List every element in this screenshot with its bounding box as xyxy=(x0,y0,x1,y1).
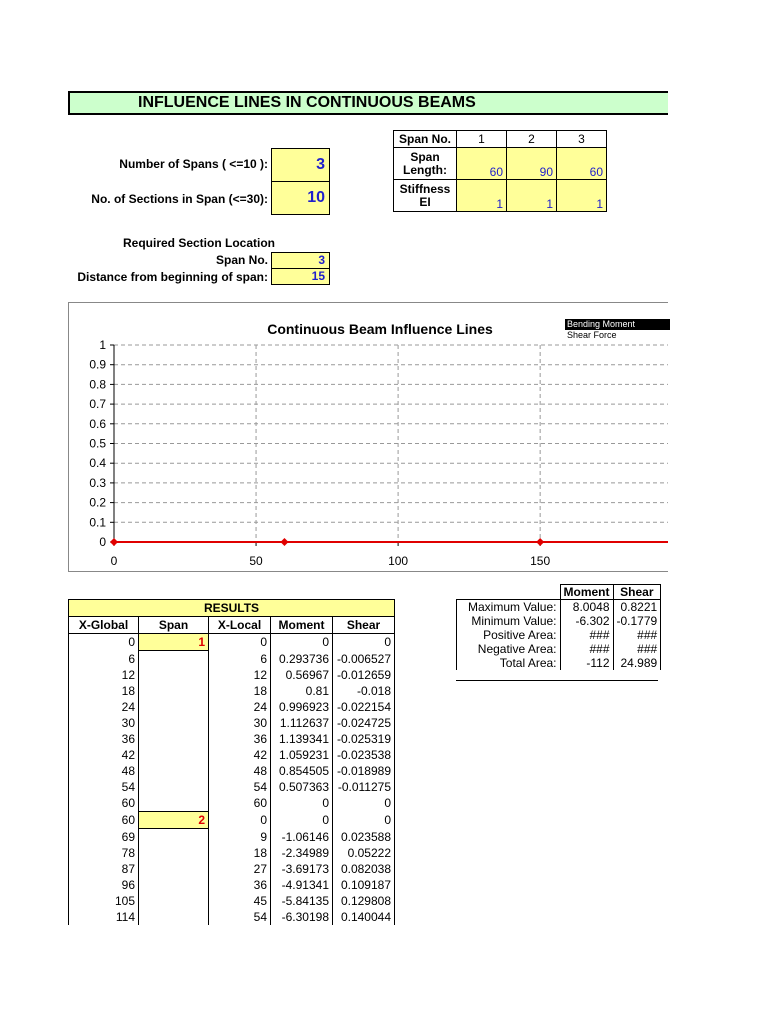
y-tick-label: 0.9 xyxy=(89,357,106,372)
x-global-cell: 42 xyxy=(69,747,139,763)
x-tick-label: 50 xyxy=(249,554,263,568)
stats-header-shear: Shear xyxy=(613,585,661,600)
span-cell xyxy=(139,779,209,795)
num-spans-input[interactable]: 3 xyxy=(271,148,330,182)
moment-cell: 0.56967 xyxy=(271,667,333,683)
table-row xyxy=(69,861,395,877)
y-tick-label: 0.3 xyxy=(89,475,106,490)
num-sections-label: No. of Sections in Span (<=30): xyxy=(91,192,268,206)
span-length-1[interactable]: 60 xyxy=(457,148,507,180)
x-global-cell: 87 xyxy=(69,861,139,877)
span-cell xyxy=(139,861,209,877)
moment-cell: 1.059231 xyxy=(271,747,333,763)
table-row xyxy=(69,779,395,795)
num-spans-label: Number of Spans ( <=10 ): xyxy=(119,157,268,171)
table-row xyxy=(69,667,395,683)
data-point xyxy=(110,538,118,546)
x-global-cell: 114 xyxy=(69,909,139,925)
x-global-cell: 24 xyxy=(69,699,139,715)
header-x-global: X-Global xyxy=(69,617,139,634)
x-local-cell: 48 xyxy=(209,763,271,779)
stats-moment: ### xyxy=(560,642,613,656)
span-cell xyxy=(139,699,209,715)
span-cell xyxy=(139,651,209,668)
x-local-cell: 6 xyxy=(209,651,271,668)
results-table xyxy=(68,599,395,925)
x-global-cell: 78 xyxy=(69,845,139,861)
moment-cell: -2.34989 xyxy=(271,845,333,861)
shear-cell: -0.011275 xyxy=(333,779,395,795)
moment-cell: 0.996923 xyxy=(271,699,333,715)
shear-cell: 0 xyxy=(333,812,395,829)
shear-cell: -0.012659 xyxy=(333,667,395,683)
page-title: INFLUENCE LINES IN CONTINUOUS BEAMS xyxy=(138,94,476,111)
data-point xyxy=(536,538,544,546)
stats-label: Minimum Value: xyxy=(457,614,561,628)
span-no-label: Span No. xyxy=(394,131,457,148)
span-cell xyxy=(139,893,209,909)
x-local-cell: 27 xyxy=(209,861,271,877)
distance-label: Distance from beginning of span: xyxy=(77,270,268,284)
x-global-cell: 12 xyxy=(69,667,139,683)
legend-bending-moment[interactable]: Bending Moment xyxy=(565,319,670,330)
x-local-cell: 54 xyxy=(209,909,271,925)
y-tick-label: 0 xyxy=(99,535,106,549)
table-row xyxy=(69,763,395,779)
table-row xyxy=(69,909,395,925)
data-point xyxy=(280,538,288,546)
results-title: RESULTS xyxy=(69,600,395,617)
table-row xyxy=(69,845,395,861)
stats-shear: ### xyxy=(613,642,661,656)
table-row xyxy=(69,731,395,747)
shear-cell: 0.082038 xyxy=(333,861,395,877)
table-row xyxy=(69,715,395,731)
span-cell xyxy=(139,763,209,779)
y-tick-label: 0.2 xyxy=(89,495,106,510)
shear-cell: 0.109187 xyxy=(333,877,395,893)
x-local-cell: 0 xyxy=(209,634,271,651)
shear-cell: -0.022154 xyxy=(333,699,395,715)
span-cell xyxy=(139,845,209,861)
header-x-local: X-Local xyxy=(209,617,271,634)
y-tick-label: 0.5 xyxy=(89,436,106,451)
stats-label: Positive Area: xyxy=(457,628,561,642)
span-length-3[interactable]: 60 xyxy=(557,148,607,180)
shear-cell: -0.025319 xyxy=(333,731,395,747)
x-local-cell: 24 xyxy=(209,699,271,715)
stats-shear: 24.989 xyxy=(613,656,661,670)
x-local-cell: 18 xyxy=(209,683,271,699)
shear-cell: 0.05222 xyxy=(333,845,395,861)
shear-cell: -0.018989 xyxy=(333,763,395,779)
span-cell: 2 xyxy=(139,812,209,829)
x-global-cell: 0 xyxy=(69,634,139,651)
stats-shear: 0.8221 xyxy=(613,600,661,615)
distance-input[interactable]: 15 xyxy=(271,268,330,285)
moment-cell: 0 xyxy=(271,812,333,829)
x-local-cell: 42 xyxy=(209,747,271,763)
stats-label: Total Area: xyxy=(457,656,561,670)
span-cell: 1 xyxy=(139,634,209,651)
x-global-cell: 6 xyxy=(69,651,139,668)
x-local-cell: 18 xyxy=(209,845,271,861)
y-tick-label: 0.1 xyxy=(89,515,106,530)
span-table xyxy=(393,130,607,212)
table-row xyxy=(69,812,395,829)
y-tick-label: 0.4 xyxy=(89,456,106,471)
moment-cell: 0.81 xyxy=(271,683,333,699)
shear-cell: 0.140044 xyxy=(333,909,395,925)
y-tick-label: 1 xyxy=(99,338,106,352)
stats-row xyxy=(457,656,661,670)
table-row xyxy=(69,795,395,812)
x-local-cell: 54 xyxy=(209,779,271,795)
table-row xyxy=(69,651,395,668)
table-row xyxy=(69,699,395,715)
span-cell xyxy=(139,877,209,893)
x-global-cell: 69 xyxy=(69,829,139,846)
shear-cell: 0.129808 xyxy=(333,893,395,909)
stats-header-moment: Moment xyxy=(560,585,613,600)
span-number-1: 1 xyxy=(457,131,507,148)
table-row xyxy=(69,829,395,846)
span-cell xyxy=(139,909,209,925)
span-length-2[interactable]: 90 xyxy=(507,148,557,180)
x-global-cell: 36 xyxy=(69,731,139,747)
span-length-label: Span Length: xyxy=(394,148,457,180)
shear-cell: -0.024725 xyxy=(333,715,395,731)
x-tick-label: 150 xyxy=(530,554,551,568)
x-local-cell: 36 xyxy=(209,877,271,893)
x-local-cell: 12 xyxy=(209,667,271,683)
moment-cell: 1.112637 xyxy=(271,715,333,731)
stats-moment: ### xyxy=(560,628,613,642)
stats-table xyxy=(456,584,661,670)
stats-bottom-border xyxy=(456,680,658,681)
moment-cell: 0.854505 xyxy=(271,763,333,779)
span-cell xyxy=(139,747,209,763)
header-shear: Shear xyxy=(333,617,395,634)
shear-cell: -0.018 xyxy=(333,683,395,699)
shear-cell: -0.023538 xyxy=(333,747,395,763)
influence-line-chart xyxy=(68,302,668,572)
stats-shear: ### xyxy=(613,628,661,642)
x-local-cell: 36 xyxy=(209,731,271,747)
num-sections-input[interactable]: 10 xyxy=(271,181,330,215)
stiffness-1[interactable]: 1 xyxy=(457,180,507,212)
moment-cell: -3.69173 xyxy=(271,861,333,877)
x-global-cell: 18 xyxy=(69,683,139,699)
stats-row xyxy=(457,600,661,615)
stats-row xyxy=(457,614,661,628)
x-local-cell: 9 xyxy=(209,829,271,846)
moment-cell: 0 xyxy=(271,634,333,651)
stats-moment: 8.0048 xyxy=(560,600,613,615)
legend-shear-force[interactable]: Shear Force xyxy=(567,330,617,340)
x-local-cell: 0 xyxy=(209,812,271,829)
x-tick-label: 100 xyxy=(388,554,409,568)
span-cell xyxy=(139,715,209,731)
span-cell xyxy=(139,829,209,846)
stats-moment: -6.302 xyxy=(560,614,613,628)
stats-label: Negative Area: xyxy=(457,642,561,656)
stiffness-2[interactable]: 1 xyxy=(507,180,557,212)
header-moment: Moment xyxy=(271,617,333,634)
x-global-cell: 60 xyxy=(69,795,139,812)
table-row xyxy=(69,893,395,909)
span-cell xyxy=(139,667,209,683)
table-row xyxy=(69,877,395,893)
shear-cell: 0 xyxy=(333,634,395,651)
shear-cell: 0 xyxy=(333,795,395,812)
x-local-cell: 45 xyxy=(209,893,271,909)
y-tick-label: 0.6 xyxy=(89,416,106,431)
stats-row xyxy=(457,628,661,642)
y-tick-label: 0.8 xyxy=(89,377,106,392)
table-row xyxy=(69,683,395,699)
stats-shear: -0.1779 xyxy=(613,614,661,628)
x-global-cell: 60 xyxy=(69,812,139,829)
moment-cell: -1.06146 xyxy=(271,829,333,846)
stats-moment: -112 xyxy=(560,656,613,670)
x-local-cell: 60 xyxy=(209,795,271,812)
chart-legend xyxy=(565,319,670,341)
x-global-cell: 54 xyxy=(69,779,139,795)
span-cell xyxy=(139,683,209,699)
stiffness-3[interactable]: 1 xyxy=(557,180,607,212)
x-global-cell: 30 xyxy=(69,715,139,731)
section-span-input[interactable]: 3 xyxy=(271,252,330,269)
section-heading: Required Section Location xyxy=(122,236,275,250)
moment-cell: 0.507363 xyxy=(271,779,333,795)
x-tick-label: 0 xyxy=(110,554,118,568)
moment-cell: 1.139341 xyxy=(271,731,333,747)
x-global-cell: 105 xyxy=(69,893,139,909)
moment-cell: 0 xyxy=(271,795,333,812)
table-row xyxy=(69,747,395,763)
span-number-3: 3 xyxy=(557,131,607,148)
shear-cell: 0.023588 xyxy=(333,829,395,846)
shear-cell: -0.006527 xyxy=(333,651,395,668)
span-cell xyxy=(139,731,209,747)
moment-cell: -6.30198 xyxy=(271,909,333,925)
span-cell xyxy=(139,795,209,812)
moment-cell: -5.84135 xyxy=(271,893,333,909)
y-tick-label: 0.7 xyxy=(89,397,106,412)
stats-label: Maximum Value: xyxy=(457,600,561,615)
stiffness-label: Stiffness EI xyxy=(394,180,457,212)
table-row xyxy=(69,634,395,651)
moment-cell: 0.293736 xyxy=(271,651,333,668)
x-local-cell: 30 xyxy=(209,715,271,731)
header-span: Span xyxy=(139,617,209,634)
section-span-label: Span No. xyxy=(215,253,268,267)
title-bar xyxy=(68,91,668,115)
moment-cell: -4.91341 xyxy=(271,877,333,893)
chart-title: Continuous Beam Influence Lines xyxy=(267,321,493,337)
x-global-cell: 96 xyxy=(69,877,139,893)
x-global-cell: 48 xyxy=(69,763,139,779)
span-number-2: 2 xyxy=(507,131,557,148)
stats-row xyxy=(457,642,661,656)
